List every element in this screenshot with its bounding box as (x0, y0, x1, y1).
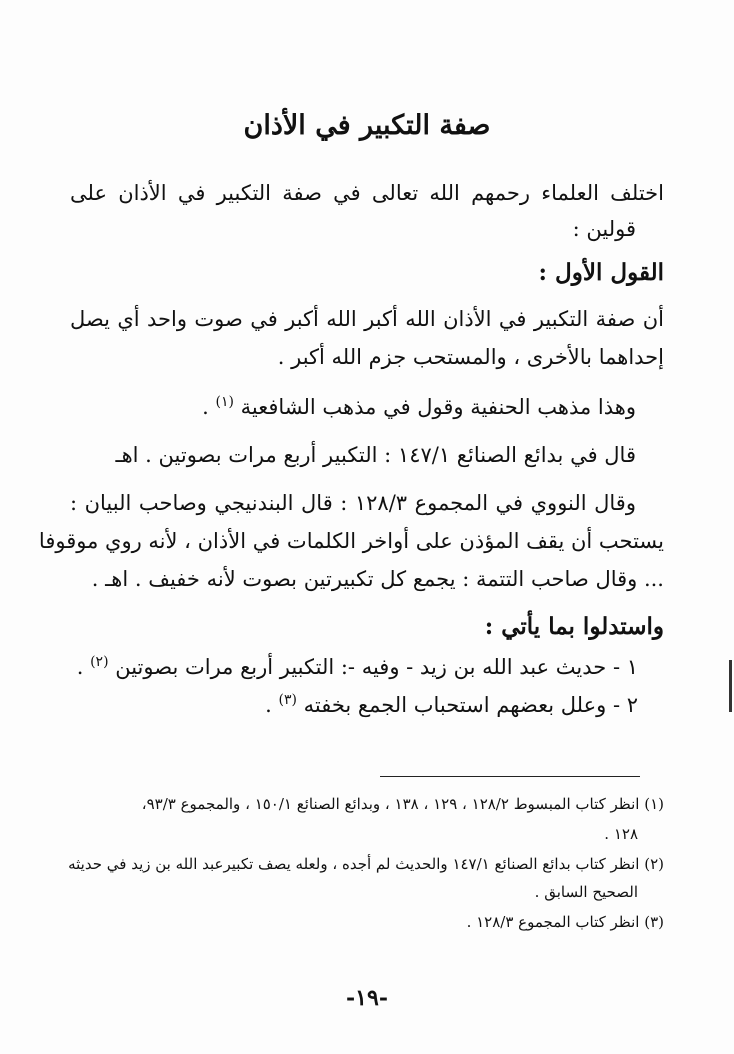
evidence-2-text: ٢ - وعلل بعضهم استحباب الجمع بخفته (303, 693, 638, 717)
badai-quote: قال في بدائع الصنائع ١٤٧/١ : التكبير أربع مرات بصوتين . اهـ (115, 443, 636, 467)
first-opinion-line-1: أن صفة التكبير في الأذان الله أكبر الله أكبر في صوت واحد أي يصل (70, 307, 664, 331)
nawawi-line-1: وقال النووي في المجموع ١٢٨/٣ : قال البندنيجي وصاحب البيان : (70, 491, 636, 515)
footnote-ref-1: (١) (215, 394, 234, 410)
evidence-item-2 (70, 690, 638, 723)
page-number: -١٩- (346, 985, 388, 1011)
scan-edge-mark (729, 660, 732, 712)
first-opinion-heading: القول الأول : (538, 259, 664, 286)
hanafi-paragraph (70, 392, 636, 425)
page-title: صفة التكبير في الأذان (243, 110, 491, 141)
footnote-ref-3: (٣) (278, 692, 297, 708)
evidence-2-end: . (265, 693, 272, 717)
footnote-2-line-2: الصحيح السابق . (534, 883, 638, 901)
evidence-1-text: ١ - حديث عبد الله بن زيد - وفيه -: التكبير أربع مرات بصوتين (115, 655, 638, 679)
evidence-item-1 (70, 652, 638, 685)
footnote-2-line-1: (٢) انظر كتاب بدائع الصنائع ١٤٧/١ والحديث لم أجده ، ولعله يصف تكبيرعبد الله بن زيد في حديثه (68, 855, 664, 873)
nawawi-line-2: يستحب أن يقف المؤذن على أواخر الكلمات في الأذان ، لأنه روي موقوفا (38, 529, 664, 553)
hanafi-text: وهذا مذهب الحنفية وقول في مذهب الشافعية (240, 395, 636, 419)
footnote-1-line-1: (١) انظر كتاب المبسوط ١٢٨/٢ ، ١٢٩ ، ١٣٨ ، وبدائع الصنائع ١٥٠/١ ، والمجموع ٩٣/٣، (141, 795, 664, 813)
first-opinion-line-2: إحداهما بالأخرى ، والمستحب جزم الله أكبر . (277, 345, 664, 369)
footnote-3: (٣) انظر كتاب المجموع ١٢٨/٣ . (466, 913, 664, 931)
hanafi-end: . (202, 395, 209, 419)
footnote-1-line-2: ١٢٨ . (604, 825, 638, 843)
intro-line-1: اختلف العلماء رحمهم الله تعالى في صفة التكبير في الأذان على (70, 181, 664, 205)
nawawi-line-3: ... وقال صاحب التتمة : يجمع كل تكبيرتين بصوت لأنه خفيف . اهـ . (91, 567, 664, 591)
evidence-1-end: . (76, 655, 84, 679)
footnote-ref-2: (٢) (90, 654, 109, 670)
intro-line-2: قولين : (572, 217, 636, 241)
footnote-divider (380, 776, 640, 777)
evidence-heading: واستدلوا بما يأتي : (484, 613, 664, 640)
